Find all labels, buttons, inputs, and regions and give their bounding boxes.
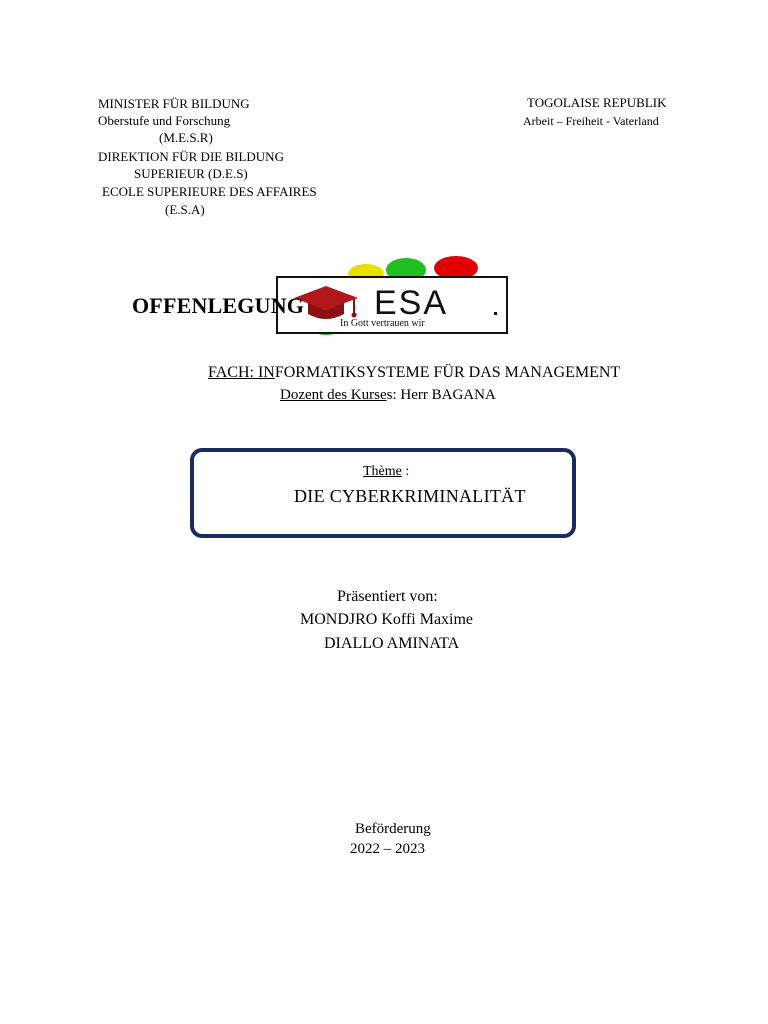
logo-mark <box>494 312 497 315</box>
logo-frame <box>276 276 508 334</box>
subject-prefix: FACH: IN <box>208 364 275 381</box>
subject-rest: FORMATIKSYSTEME FÜR DAS MANAGEMENT <box>274 364 621 381</box>
esa-logo <box>276 256 508 336</box>
ministry-acronym: (M.E.S.R) <box>159 130 213 145</box>
ministry-sub-line: Oberstufe und Forschung <box>98 113 231 128</box>
theme-label: Thème <box>363 464 402 479</box>
logo-motto: In Gott vertrauen wir <box>340 318 425 329</box>
author-2: DIALLO AMINATA <box>324 635 460 652</box>
lecturer-prefix: Dozent des Kurse <box>280 387 387 403</box>
directorate-line: DIREKTION FÜR DIE BILDUNG <box>98 149 284 164</box>
directorate-sub-line: SUPERIEUR (D.E.S) <box>134 166 248 181</box>
promotion-label: Beförderung <box>355 821 431 837</box>
subject-line <box>208 364 620 382</box>
promotion-years: 2022 – 2023 <box>350 841 425 857</box>
school-acronym: (E.S.A) <box>165 202 205 217</box>
author-1: MONDJRO Koffi Maxime <box>300 611 474 628</box>
republic-motto: Arbeit – Freiheit - Vaterland <box>523 114 659 128</box>
logo-text: ESA <box>374 284 449 322</box>
ministry-line: MINISTER FÜR BILDUNG <box>98 96 250 111</box>
republic-name: TOGOLAISE REPUBLIK <box>527 95 667 110</box>
theme-title: DIE CYBERKRIMINALITÄT <box>294 486 526 506</box>
theme-colon: : <box>401 464 410 479</box>
theme-box <box>190 448 576 538</box>
presented-by-label: Präsentiert von: <box>337 588 438 605</box>
theme-label-line <box>363 464 409 480</box>
lecturer-line <box>280 387 496 404</box>
lecturer-rest: s: Herr BAGANA <box>386 387 496 403</box>
document-title: OFFENLEGUNG <box>132 293 305 318</box>
school-line: ECOLE SUPERIEURE DES AFFAIRES <box>102 184 317 199</box>
